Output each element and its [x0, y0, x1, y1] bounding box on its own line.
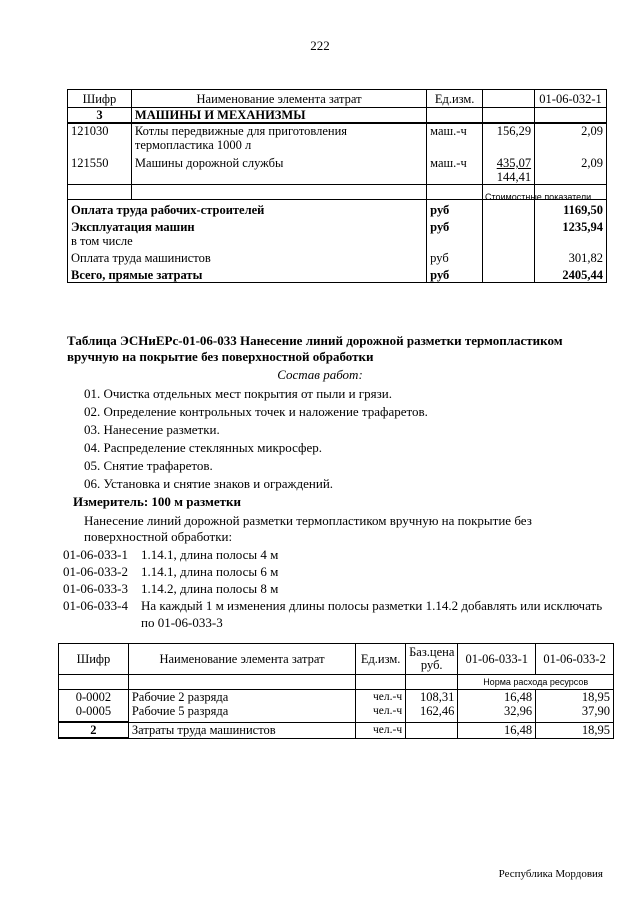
code-text: 1.14.2, длина полосы 8 м: [141, 581, 279, 596]
operations-list: [84, 385, 428, 493]
row-value-1: 16,48: [458, 722, 536, 738]
table-header: [68, 90, 607, 108]
row-value: 2,09: [535, 152, 607, 185]
table-row: [68, 152, 607, 185]
row-name: Машины дорожной службы: [131, 152, 426, 185]
code-id: 01-06-033-1: [63, 547, 128, 562]
header-price: Баз.цена руб.: [406, 644, 458, 675]
row-code: 121030: [68, 123, 132, 152]
summary-unit: руб: [427, 265, 483, 283]
row-name: Рабочие 2 разряда: [128, 690, 355, 705]
list-item: [63, 563, 606, 580]
code-id: 01-06-033-3: [63, 581, 128, 596]
code-id: 01-06-033-2: [63, 564, 128, 579]
section-name: МАШИНЫ И МЕХАНИЗМЫ: [131, 108, 426, 124]
row-price: 108,31: [406, 690, 458, 705]
summary-row: [68, 200, 607, 218]
description: Нанесение линий дорожной разметки термопластиком вручную на покрытие без поверхностной обработки:: [84, 513, 532, 544]
summary-unit: руб: [427, 200, 483, 218]
row-name: Затраты труда машинистов: [128, 722, 355, 738]
summary-unit: руб: [427, 248, 483, 265]
table-row: [59, 690, 614, 705]
code-text: 1.14.1, длина полосы 6 м: [141, 564, 279, 579]
summary-name: Оплата труда рабочих-строителей: [68, 200, 427, 218]
row-price: [406, 722, 458, 738]
norm-label-row: [59, 675, 614, 690]
header-col: 01-06-032-1: [535, 90, 607, 108]
summary-value: 1235,94: [535, 217, 607, 234]
table-title: Таблица ЭСНиЕРс-01-06-033 Нанесение линий дорожной разметки термопластиком вручную на покрытие без поверхностной обработки: [67, 333, 563, 364]
table-header: [59, 644, 614, 675]
list-item: 03. Нанесение разметки.: [84, 422, 220, 437]
table-row: [59, 722, 614, 738]
row-price: 435,07 144,41: [483, 152, 535, 185]
list-item: 01. Очистка отдельных мест покрытия от пыли и грязи.: [84, 386, 392, 401]
summary-row: [68, 217, 607, 234]
works-heading: Состав работ:: [277, 367, 363, 382]
table-row: [59, 704, 614, 722]
row-code: 2: [59, 722, 129, 738]
summary-row: [68, 265, 607, 283]
resource-table-033: [58, 643, 614, 739]
norm-label: Норма расхода ресурсов: [458, 675, 614, 690]
row-value-2: 18,95: [536, 690, 614, 705]
row-value-1: 16,48: [458, 690, 536, 705]
summary-row: [68, 248, 607, 265]
row-value-2: 18,95: [536, 722, 614, 738]
summary-name: Всего, прямые затраты: [68, 265, 427, 283]
row-unit: чел.-ч: [356, 722, 406, 738]
header-name: Наименование элемента затрат: [128, 644, 355, 675]
code-text: На каждый 1 м изменения длины полосы разметки 1.14.2 добавлять или исключать по 01-06-033-3: [141, 598, 603, 630]
footer-region: Республика Мордовия: [498, 868, 603, 880]
row-name: Котлы передвижные для приготовления термопластика 1000 л: [131, 123, 426, 152]
list-item: 04. Распределение стеклянных микросфер.: [84, 440, 322, 455]
row-unit: чел.-ч: [356, 690, 406, 705]
code-text: 1.14.1, длина полосы 4 м: [141, 547, 279, 562]
section-code: 3: [68, 108, 132, 124]
summary-row: [68, 234, 607, 248]
cost-label: Стоимостные показатели: [485, 192, 592, 202]
header-col1: 01-06-033-1: [458, 644, 536, 675]
list-item: [63, 546, 606, 563]
page-number: 222: [310, 38, 330, 53]
measure-unit: Измеритель: 100 м разметки: [73, 494, 242, 509]
summary-name: в том числе: [68, 234, 427, 248]
codes-list: [63, 546, 606, 631]
row-code: 121550: [68, 152, 132, 185]
section-row: [68, 108, 607, 124]
list-item: 06. Установка и снятие знаков и ограждений.: [84, 476, 334, 491]
row-price: 156,29: [483, 123, 535, 152]
row-price: 162,46: [406, 704, 458, 722]
resource-table-032: [67, 89, 607, 283]
header-unit: Ед.изм.: [356, 644, 406, 675]
header-col2: 01-06-033-2: [536, 644, 614, 675]
summary-value: 301,82: [535, 248, 607, 265]
summary-name: Эксплуатация машин: [68, 217, 427, 234]
table-row: [68, 123, 607, 152]
row-unit: чел.-ч: [356, 704, 406, 722]
summary-value: 2405,44: [535, 265, 607, 283]
row-code: 0-0005: [59, 704, 129, 722]
header-unit: Ед.изм.: [427, 90, 483, 108]
row-unit: маш.-ч: [427, 152, 483, 185]
header-code: Шифр: [68, 90, 132, 108]
summary-name: Оплата труда машинистов: [68, 248, 427, 265]
header-code: Шифр: [59, 644, 129, 675]
row-value-2: 37,90: [536, 704, 614, 722]
code-id: 01-06-033-4: [63, 598, 128, 613]
row-value: 2,09: [535, 123, 607, 152]
list-item: [63, 580, 606, 597]
header-price: [483, 90, 535, 108]
list-item: 05. Снятие трафаретов.: [84, 458, 213, 473]
row-value-1: 32,96: [458, 704, 536, 722]
summary-value: 1169,50: [535, 200, 607, 218]
header-name: Наименование элемента затрат: [131, 90, 426, 108]
row-name: Рабочие 5 разряда: [128, 704, 355, 722]
row-unit: маш.-ч: [427, 123, 483, 152]
row-code: 0-0002: [59, 690, 129, 705]
list-item: [63, 597, 606, 631]
summary-unit: руб: [427, 217, 483, 234]
list-item: 02. Определение контрольных точек и наложение трафаретов.: [84, 404, 428, 419]
